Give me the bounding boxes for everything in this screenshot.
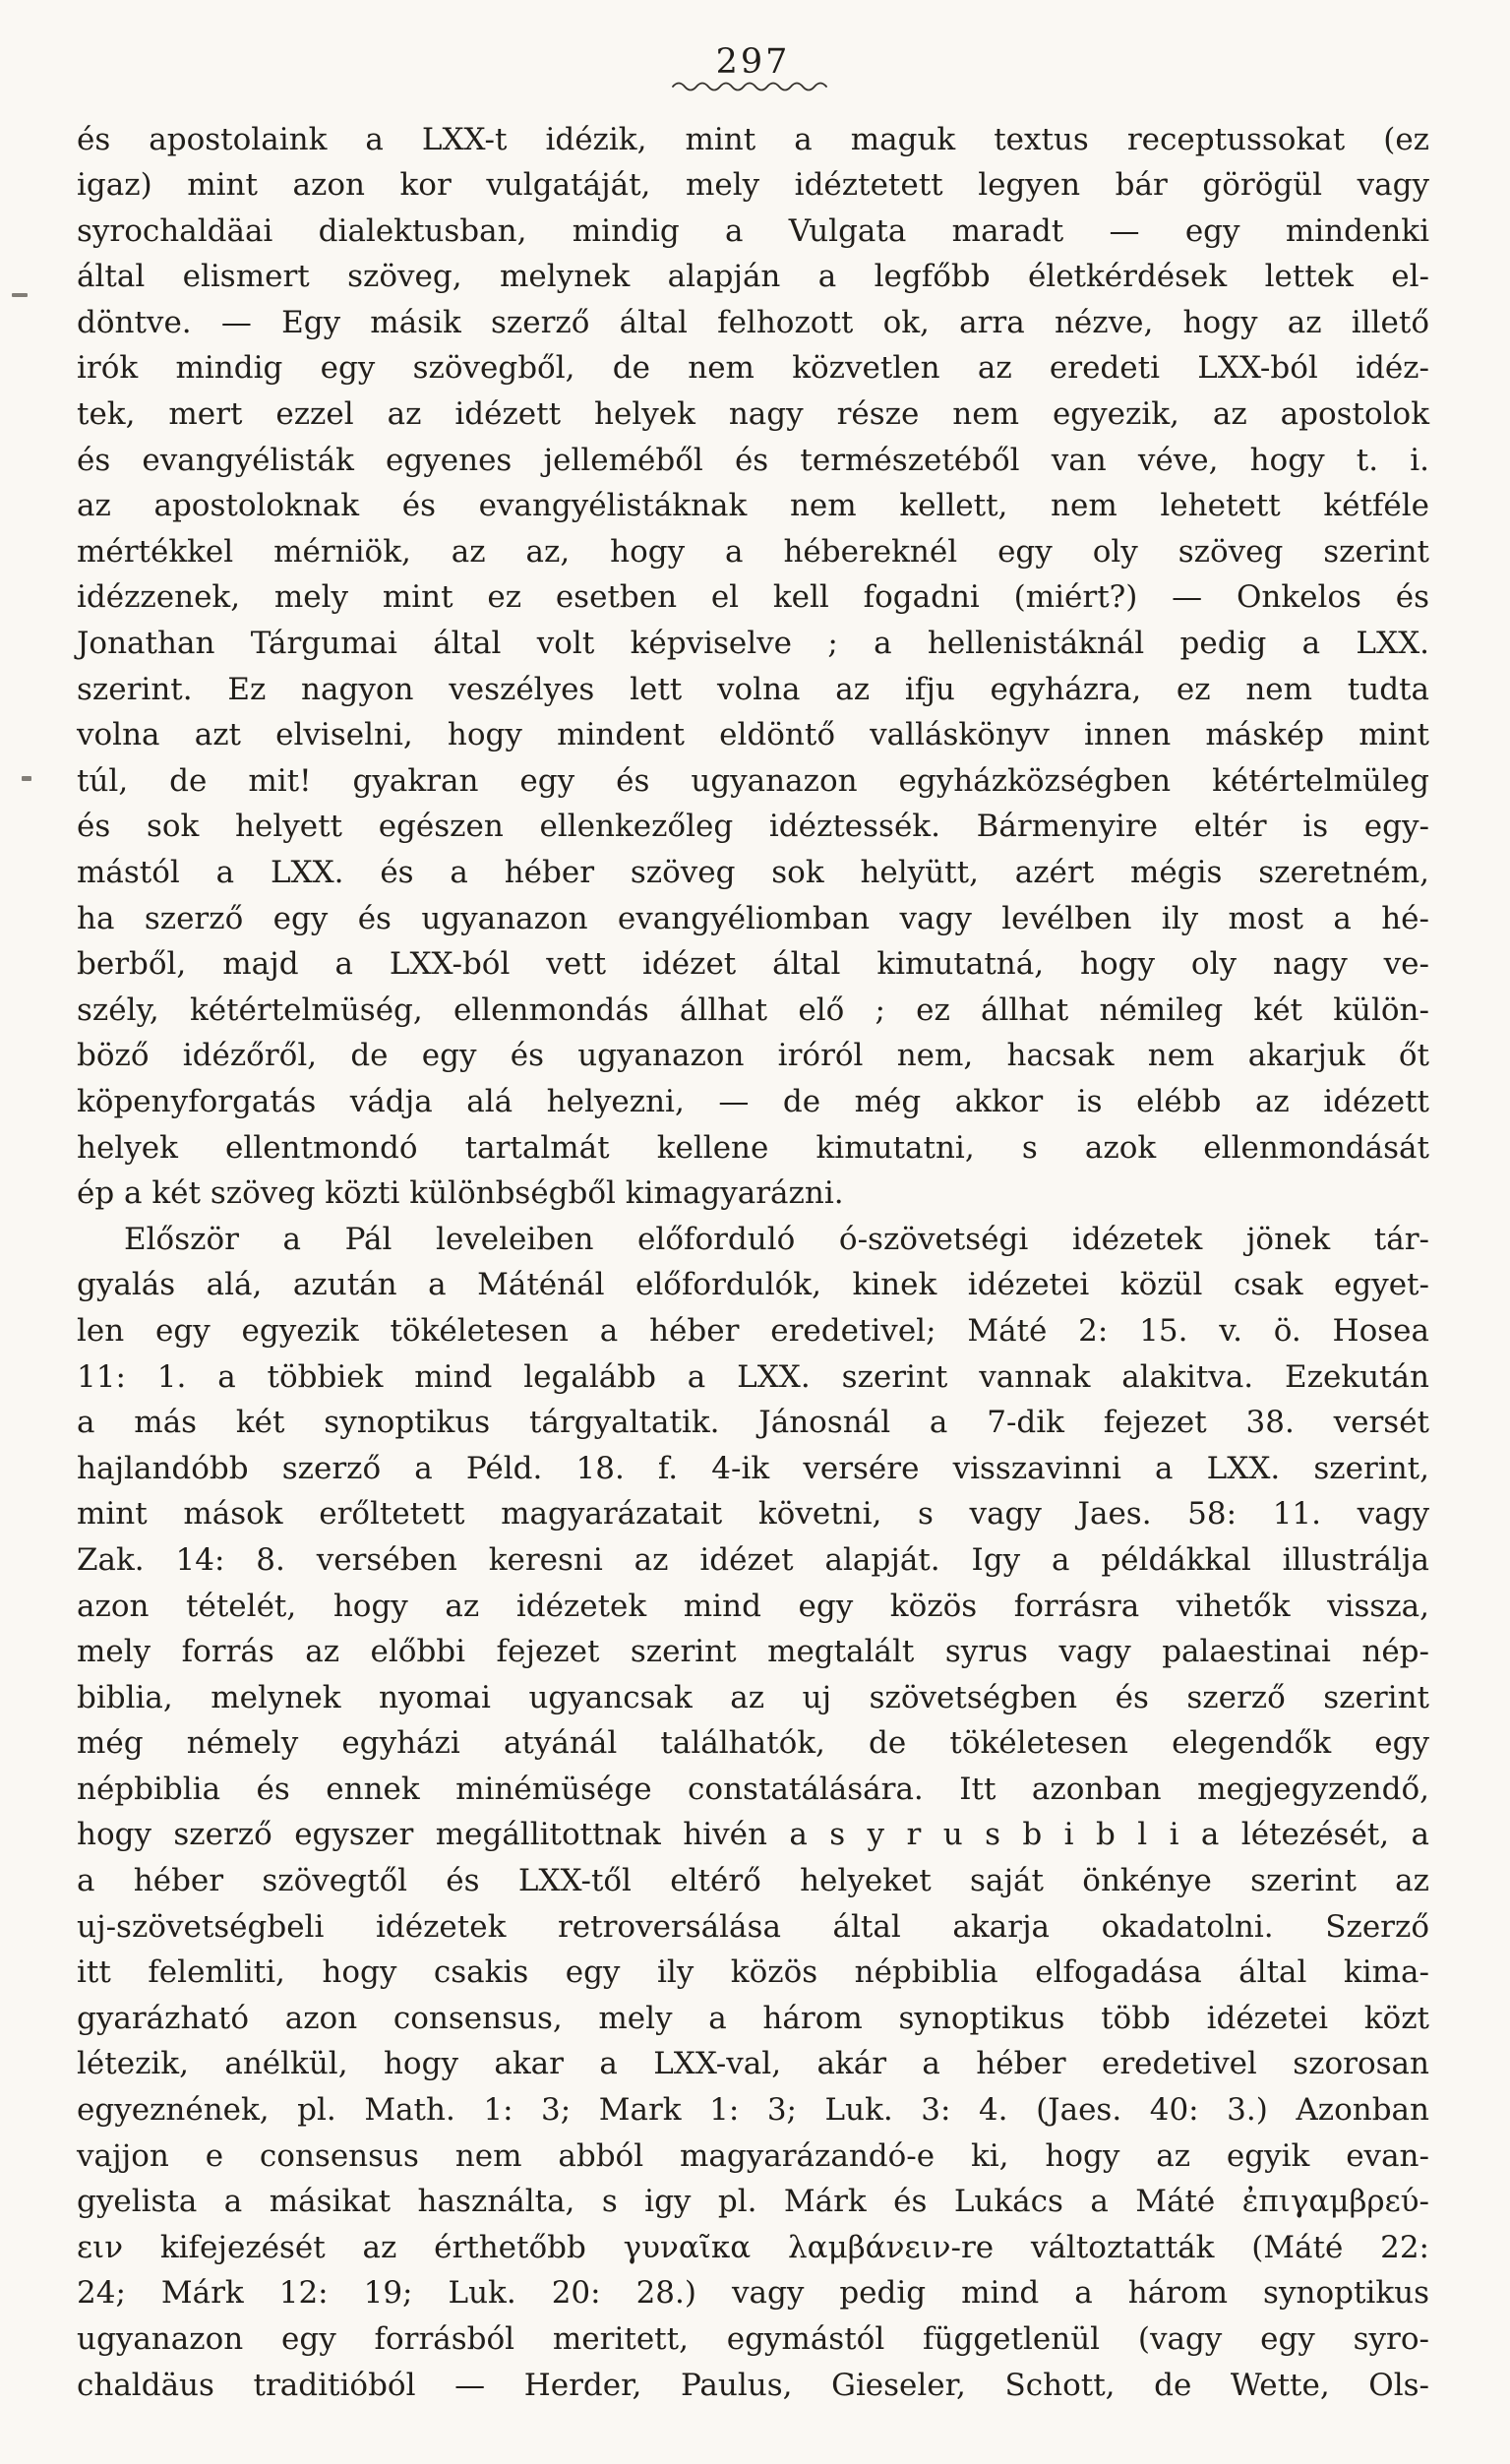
text-line: és apostolaink a LXX-t idézik, mint a maguk textus receptussokat (ez [77,121,1429,157]
text-line: a héber szövegtől és LXX-től eltérő helyeket saját önkénye szerint az [77,1863,1429,1899]
text-line: népbiblia és ennek minémüsége constatálására. Itt azonban megjegyzendő, [77,1771,1429,1807]
text-line: mástól a LXX. és a héber szöveg sok helyütt, azért mégis szeretném, [77,855,1429,890]
page-header [77,43,1429,93]
text-line: Zak. 14: 8. versében keresni az idézet alapját. Igy a példákkal illustrálja [77,1541,1429,1578]
text-line: a más két synoptikus tárgyaltatik. Jánosnál a 7-dik fejezet 38. versét [77,1405,1429,1441]
text-line: helyek ellentmondó tartalmát kellene kimutatni, s azok ellenmondását [77,1129,1429,1166]
scan-artifact-dash [12,293,28,297]
text-line: igaz) mint azon kor vulgatáját, mely idéztetett legyen bár görögül vagy [77,167,1429,204]
text-line: mint mások erőltetett magyarázatait követni, s vagy Jaes. 58: 11. vagy [77,1496,1429,1532]
text-line: által elismert szöveg, melynek alapján a legfőbb életkérdések lettek el- [77,259,1429,295]
text-line: len egy egyezik tökéletesen a héber eredetivel; Máté 2: 15. v. ö. Hosea [77,1312,1429,1349]
text-line: 11: 1. a többiek mind legalább a LXX. szerint vannak alakitva. Ezekután [77,1358,1429,1395]
text-line: vajjon e consensus nem abból magyarázandó-e ki, hogy az egyik evan- [77,2137,1429,2174]
text-line: Jonathan Tárgumai által volt képviselve ; a hellenistáknál pedig a LXX. [77,626,1429,662]
text-line: idézzenek, mely mint ez esetben el kell fogadni (miért?) — Onkelos és [77,579,1429,616]
text-line: hogy szerző egyszer megállitottnak hivén a s y r u s b i b l i a létezését, a [77,1817,1429,1853]
text-body [77,117,1429,2409]
text-line: köpenyforgatás vádja alá helyezni, — de még akkor is elébb az idézett [77,1083,1429,1119]
text-line: syrochaldäai dialektusban, mindig a Vulgata maradt — egy mindenki [77,212,1429,249]
text-line: mely forrás az előbbi fejezet szerint megtalált syrus vagy palaestinai nép- [77,1634,1429,1670]
text-line: irók mindig egy szövegből, de nem közvetlen az eredeti LXX-ból idéz- [77,350,1429,387]
text-line: ép a két szöveg közti különbségből kimagyarázni. [77,1175,844,1212]
text-line: hajlandóbb szerző a Péld. 18. f. 4-ik versére visszavinni a LXX. szerint, [77,1450,1429,1486]
text-line: azon tételét, hogy az idézetek mind egy közös forrásra vihetők vissza, [77,1588,1429,1624]
text-line: uj-szövetségbeli idézetek retroversálása által akarja okadatolni. Szerző [77,1908,1429,1945]
text-line: ugyanazon egy forrásból meritett, egymástól függetlenül (vagy egy syro- [77,2321,1429,2357]
text-line: túl, de mit! gyakran egy és ugyanazon egyházközségben kétértelmüleg [77,762,1429,799]
text-line: egyeznének, pl. Math. 1: 3; Mark 1: 3; Luk. 3: 4. (Jaes. 40: 3.) Azonban [77,2092,1429,2129]
text-line: gyelista a másikat használta, s igy pl. Márk és Lukács a Máté ἐπιγαμβρεύ- [77,2184,1429,2220]
text-line: mértékkel mérniök, az az, hogy a hébereknél egy oly szöveg szerint [77,533,1429,570]
text-line: ειν kifejezését az érthetőbb γυναῖκα λαμβάνειν-re változtatták (Máté 22: [77,2229,1429,2265]
scan-artifact-dash [22,776,31,781]
text-line: létezik, anélkül, hogy akar a LXX-val, akár a héber eredetivel szorosan [77,2046,1429,2082]
text-line: itt felemliti, hogy csakis egy ily közös népbiblia elfogadása által kima- [77,1954,1429,1991]
text-line: berből, majd a LXX-ból vett idézet által kimutatná, hogy oly nagy ve- [77,946,1429,983]
text-line: Először a Pál leveleiben előforduló ó-szövetségi idézetek jönek tár- [124,1221,1429,1257]
text-line: ha szerző egy és ugyanazon evangyéliomban vagy levélben ily most a hé- [77,900,1429,936]
text-line: még némely egyházi atyánál találhatók, de tökéletesen elegendők egy [77,1725,1429,1762]
text-line: döntve. — Egy másik szerző által felhozott ok, arra nézve, hogy az illető [77,304,1429,340]
text-line: az apostoloknak és evangyélistáknak nem kellett, nem lehetett kétféle [77,488,1429,524]
text-line: szerint. Ez nagyon veszélyes lett volna az ifju egyházra, ez nem tudta [77,671,1429,707]
text-line: tek, mert ezzel az idézett helyek nagy része nem egyezik, az apostolok [77,396,1429,433]
text-line: és evangyélisták egyenes jelleméből és természetéből van véve, hogy t. i. [77,442,1429,478]
text-line: gyarázható azon consensus, mely a három synoptikus több idézetei közt [77,2000,1429,2036]
text-line: gyalás alá, azután a Máténál előfordulók, kinek idézetei közül csak egyet- [77,1267,1429,1303]
text-line: és sok helyett egészen ellenkezőleg idéztessék. Bármenyire eltér is egy- [77,809,1429,845]
text-line: 24; Márk 12: 19; Luk. 20: 28.) vagy pedig mind a három synoptikus [77,2275,1429,2312]
text-line: böző idézőről, de egy és ugyanazon iróról nem, hacsak nem akarjuk őt [77,1038,1429,1074]
text-line: volna azt elviselni, hogy mindent eldöntő valláskönyv innen máskép mint [77,717,1429,753]
page-number: 297 [715,42,791,82]
text-line: biblia, melynek nyomai ugyancsak az uj szövetségben és szerző szerint [77,1679,1429,1715]
text-line: chaldäus traditióból — Herder, Paulus, Gieseler, Schott, de Wette, Ols- [77,2367,1429,2403]
text-line: szély, kétértelmüség, ellenmondás állhat elő ; ez állhat némileg két külön- [77,992,1429,1028]
